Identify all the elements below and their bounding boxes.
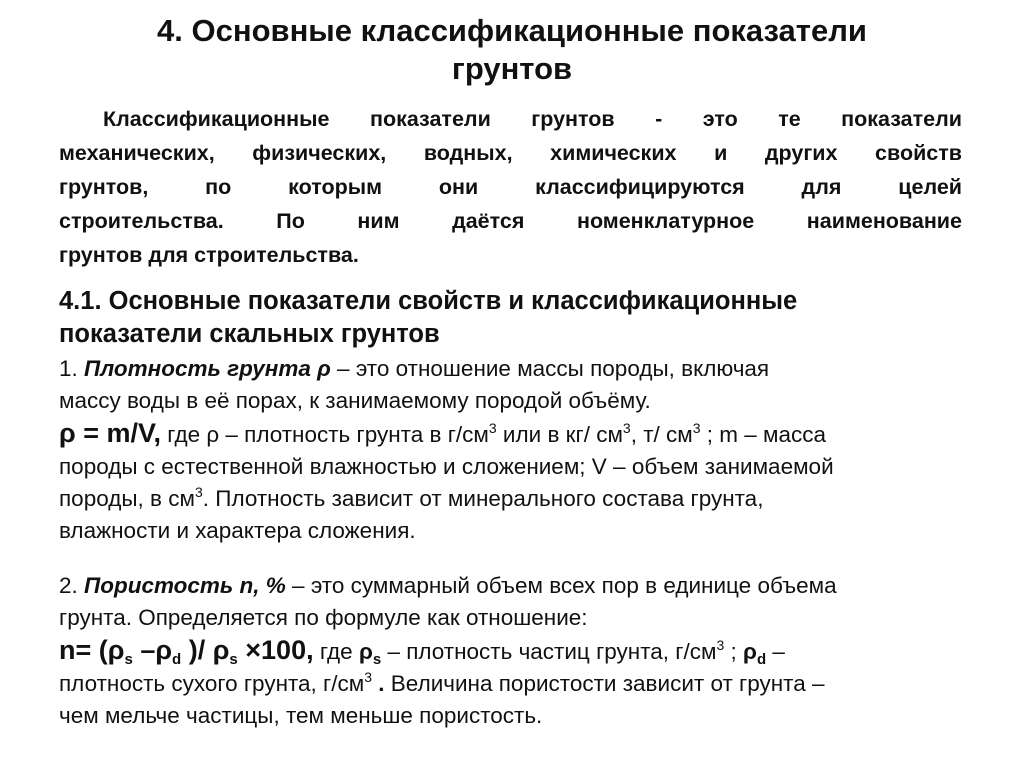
density-line-4: породы с естественной влажностью и сложением; V – объем занимаемой — [59, 454, 834, 479]
intro-line: механических, физических, водных, химических и других свойств — [59, 141, 962, 165]
intro-line: грунтов, по которым они классифицируются для целей — [59, 175, 962, 199]
porosity-paragraph — [59, 570, 964, 732]
page-title — [60, 12, 964, 88]
title-line: грунтов — [451, 51, 573, 86]
density-term: Плотность грунта ρ — [84, 356, 331, 381]
porosity-line-4: плотность сухого грунта, $г/см^3$ . Величина пористости зависит от грунта – — [59, 669, 825, 696]
density-line-5: породы, в $см^3$. Плотность зависит от минерального состава грунта, — [59, 484, 764, 511]
density-line-6: влажности и характера сложения. — [59, 518, 416, 543]
title-line: 4. Основные классификационные показатели — [157, 13, 867, 48]
porosity-term: Пористость n, % — [84, 573, 286, 598]
intro-line: строительства. По ним даётся номенклатурное наименование — [59, 209, 962, 233]
density-line-2: массу воды в её порах, к занимаемому породой объёму. — [59, 388, 651, 413]
intro-paragraph — [59, 102, 962, 272]
density-paragraph — [59, 353, 964, 547]
section-heading-line: 4.1. Основные показатели свойств и классификационные — [59, 287, 798, 315]
porosity-line-2: грунта. Определяется по формуле как отношение: — [59, 605, 588, 630]
density-formula-line: ρ = m/V, где ρ – плотность грунта в $г/см^3$ или в кг/ $см^3$, т/ $см^3$ ; m – масса — [59, 418, 827, 448]
section-heading-line: показатели скальных грунтов — [59, 320, 440, 348]
porosity-formula: $n= (\rho_s$ $-\rho_d$ )/ $\rho_s \times 100$, — [59, 635, 314, 668]
porosity-formula-line: $n= (\rho_s$ $-\rho_d$ )/ $\rho_s \times 100$, где $\rho_s$ – плотность частиц грунта, $г/см^3$ ; $\rho_d$ – — [59, 635, 785, 668]
density-formula: ρ = m/V, — [59, 418, 162, 448]
section-heading — [59, 285, 964, 351]
porosity-line-1: 2. Пористость n, % – это суммарный объем всех пор в единице объема — [59, 573, 837, 598]
intro-line: грунтов для строительства. — [59, 243, 359, 267]
density-line-1: 1. Плотность грунта ρ – это отношение массы породы, включая — [59, 356, 770, 381]
porosity-line-5: чем мельче частицы, тем меньше пористость. — [59, 703, 543, 728]
intro-line: Классификационные показатели грунтов - это те показатели — [103, 107, 962, 131]
